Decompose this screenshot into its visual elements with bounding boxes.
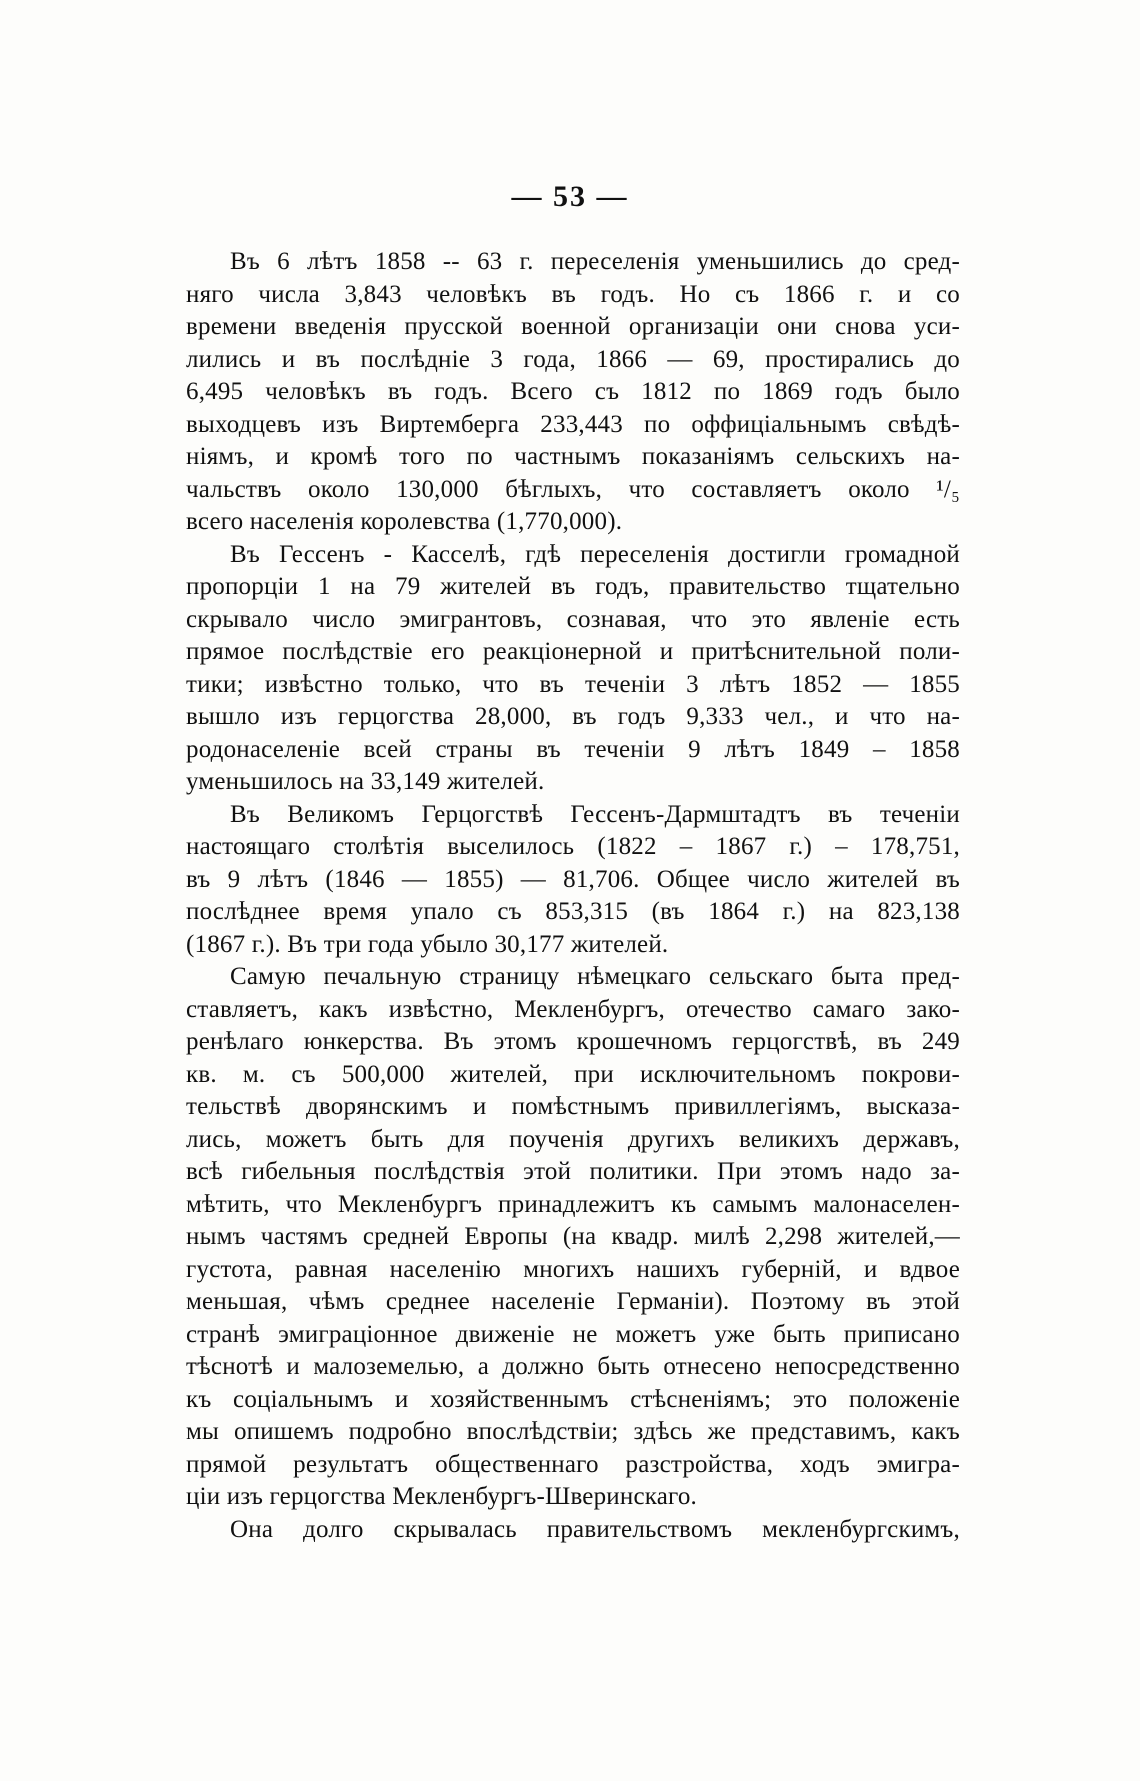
text-line: пропорціи 1 на 79 жителей въ годъ, правительство тщательно	[186, 573, 960, 600]
text-line: ренѣлаго юнкерства. Въ этомъ крошечномъ герцогствѣ, въ 249	[186, 1028, 960, 1055]
body-text	[186, 246, 960, 1546]
text-line: (1867 г.). Въ три года убыло 30,177 жителей.	[186, 930, 669, 958]
text-line: Самую печальную страницу нѣмецкаго сельскаго быта пред-	[230, 963, 960, 990]
page-number: — 53 —	[511, 180, 629, 213]
text-line: выходцевъ изъ Виртемберга 233,443 по оффиціальнымъ свѣдѣ-	[186, 410, 960, 438]
text-line: прямой результатъ общественнаго разстройства, ходъ эмигра-	[186, 1450, 960, 1478]
text-line: тики; извѣстно только, что въ теченіи 3 лѣтъ 1852 — 1855	[186, 670, 960, 698]
text-line: послѣднее время упало съ 853,315 (въ 1864 г.) на 823,138	[186, 898, 960, 925]
text-line: няго числа 3,843 человѣкъ въ годъ. Но съ 1866 г. и со	[186, 280, 960, 308]
text-line: густота, равная населенію многихъ нашихъ губерній, и вдвое	[186, 1255, 960, 1283]
text-line: къ соціальнымъ и хозяйственнымъ стѣсненіямъ; это положеніе	[186, 1385, 960, 1413]
text-line: тѣснотѣ и малоземелью, а должно быть отнесено непосредственно	[186, 1353, 960, 1380]
text-line: прямое послѣдствіе его реакціонерной и притѣснительной поли-	[186, 638, 960, 665]
text-line: времени введенія прусской военной организаціи они снова уси-	[186, 313, 960, 340]
paragraph-hessen-kassel	[186, 539, 960, 799]
text-line: Въ 6 лѣтъ 1858 -- 63 г. переселенія уменьшились до сред-	[230, 248, 960, 275]
paragraph-hessen-darmstadt	[186, 799, 960, 962]
text-line: тельствѣ дворянскимъ и помѣстнымъ привиллегіямъ, высказа-	[186, 1093, 960, 1120]
text-line: всѣ гибельныя послѣдствія этой политики. При этомъ надо за-	[186, 1158, 960, 1185]
text-line: Въ Гессенъ - Касселѣ, гдѣ переселенія достигли громадной	[230, 540, 960, 568]
paragraph-mecklenburg	[186, 961, 960, 1514]
text-line: родонаселеніе всей страны въ теченіи 9 лѣтъ 1849 – 1858	[186, 735, 960, 763]
text-line: нымъ частямъ средней Европы (на квадр. милѣ 2,298 жителей,—	[186, 1223, 960, 1250]
text-line: ціи изъ герцогства Мекленбургъ-Шверинскаго.	[186, 1483, 697, 1510]
text-line: уменьшилось на 33,149 жителей.	[186, 768, 545, 795]
text-line: ніямъ, и кромѣ того по частнымъ показаніямъ сельскихъ на-	[186, 443, 960, 470]
text-line: мѣтить, что Мекленбургъ принадлежитъ къ самымъ малонаселен-	[186, 1190, 960, 1218]
text-line: въ 9 лѣтъ (1846 — 1855) — 81,706. Общее число жителей въ	[186, 865, 960, 893]
text-line: чальствъ около 130,000 бѣглыхъ, что составляетъ около ¹/₅	[186, 475, 960, 503]
text-line: Въ Великомъ Герцогствѣ Гессенъ-Дармштадтъ въ теченіи	[230, 800, 960, 828]
paragraph-wurttemberg	[186, 246, 960, 539]
text-line: странѣ эмиграціонное движеніе не можетъ уже быть приписано	[186, 1320, 960, 1348]
text-line: всего населенія королевства (1,770,000).	[186, 508, 623, 535]
text-line: лились и въ послѣдніе 3 года, 1866 — 69, простирались до	[186, 345, 960, 373]
text-line: меньшая, чѣмъ среднее населеніе Германіи). Поэтому въ этой	[186, 1288, 960, 1315]
text-line: настоящаго столѣтія выселилось (1822 – 1867 г.) – 178,751,	[186, 833, 960, 860]
text-line: лись, можетъ быть для поученія другихъ великихъ державъ,	[186, 1125, 960, 1153]
text-line: Она долго скрывалась правительствомъ мекленбургскимъ,	[230, 1515, 960, 1543]
text-line: мы опишемъ подробно впослѣдствіи; здѣсь же представимъ, какъ	[186, 1418, 960, 1445]
text-line: 6,495 человѣкъ въ годъ. Всего съ 1812 по 1869 годъ было	[186, 378, 960, 405]
text-line: вышло изъ герцогства 28,000, въ годъ 9,333 чел., и что на-	[186, 703, 960, 730]
text-line: кв. м. съ 500,000 жителей, при исключительномъ покрови-	[186, 1060, 960, 1088]
text-line: ставляетъ, какъ извѣстно, Мекленбургъ, отечество самаго зако-	[186, 995, 960, 1023]
text-line: скрывало число эмигрантовъ, сознавая, что это явленіе есть	[186, 605, 960, 633]
paragraph-mecklenburg-continued	[186, 1514, 960, 1547]
